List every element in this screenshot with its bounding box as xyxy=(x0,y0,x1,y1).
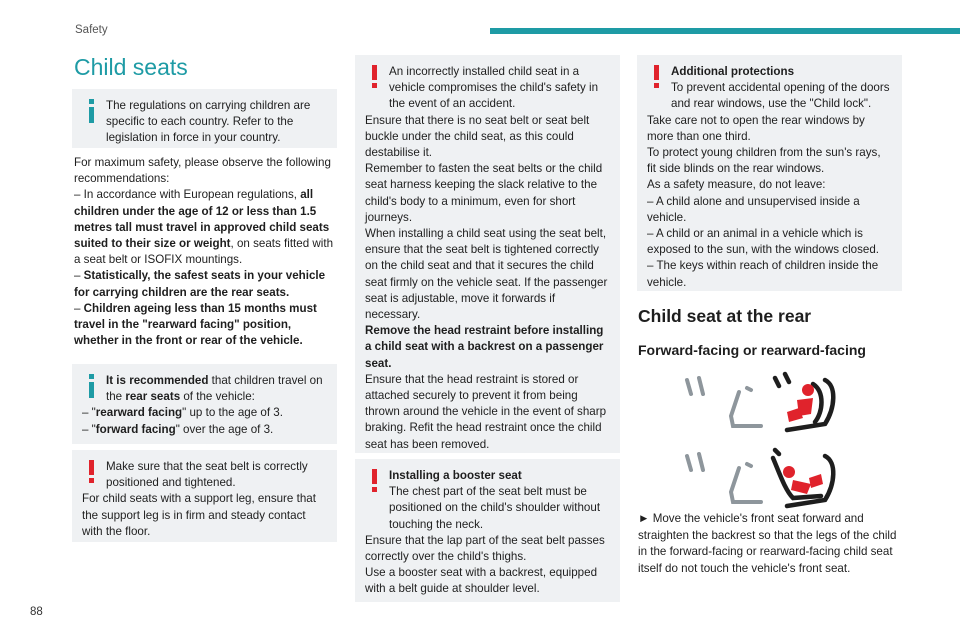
additional-list-1: – A child alone and unsupervised inside a vehicle. xyxy=(647,194,860,224)
intro-text: For maximum safety, please observe the following recommendations: xyxy=(74,156,331,186)
warning-box-seat-belt xyxy=(72,450,337,542)
section-title: Child seat at the rear xyxy=(638,306,812,326)
header-accent-bar xyxy=(490,28,960,34)
warning-box-installation xyxy=(355,55,620,453)
warning-icon xyxy=(369,467,381,497)
recommendation-1: – In accordance with European regulations, all children under the age of 12 or less than 1.5 metres tall must travel in approved child seats suited to their size or weight, on seats fitted with a seat belt or ISOFIX mountings. xyxy=(74,188,334,267)
additional-list-2: – A child or an animal in a vehicle which is exposed to the sun, with the windows closed. xyxy=(647,227,880,257)
info-forward-line: – "forward facing" over the age of 3. xyxy=(82,422,274,436)
booster-text-c: Use a booster seat with a backrest, equipped with a belt guide at shoulder level. xyxy=(365,566,598,596)
running-header: Safety xyxy=(75,24,108,36)
warning-installation-f: Ensure that the head restraint is stored or attached securely to prevent it from being thrown around the vehicle in the event of sharp braking. Refit the head restraint once the child seat has been removed. xyxy=(365,372,607,451)
warning-icon xyxy=(86,458,98,488)
info-box-rear-seats xyxy=(72,364,337,444)
rearward-facing-seat-diagram xyxy=(675,444,840,512)
info-rear-seats-text: It is recommended that children travel on the rear seats of the vehicle: xyxy=(106,374,323,404)
warning-installation-e: Remove the head restraint before installing a child seat with a backrest on a passenger seat. xyxy=(365,324,604,370)
warning-icon xyxy=(369,63,381,93)
info-text: The regulations on carrying children are specific to each country. Refer to the legislation in force in your country. xyxy=(106,99,311,145)
warning-box-additional xyxy=(637,55,902,291)
info-box-regulations xyxy=(72,89,337,148)
additional-text-a: To prevent accidental opening of the doors and rear windows, use the "Child lock". xyxy=(671,81,890,111)
recommendation-2: – Statistically, the safest seats in your vehicle for carrying children are the rear seats. xyxy=(74,269,326,299)
additional-text-b: Take care not to open the rear windows by more than one third. xyxy=(647,113,865,143)
warning-installation-c: Remember to fasten the seat belts or the child seat harness keeping the slack relative to the child's body to a minimum, even for short journeys. xyxy=(365,162,603,224)
warning-installation-b: Ensure that there is no seat belt or seat belt buckle under the child seat, as this could destabilise it. xyxy=(365,113,590,160)
recommendation-3: – Children ageing less than 15 months must travel in the "rearward facing" position, whether in the front or rear of the vehicle. xyxy=(74,301,317,348)
page-number: 88 xyxy=(30,606,43,618)
instruction-text: ► Move the vehicle's front seat forward and straighten the backrest so that the legs of the child in the forward-facing or rearward-facing child seat itself do not touch the vehicle's front seat. xyxy=(638,512,897,575)
booster-text-a: The chest part of the seat belt must be positioned on the child's shoulder without touching the neck. xyxy=(389,485,601,531)
additional-title: Additional protections xyxy=(671,65,795,78)
recommendations xyxy=(74,155,336,349)
booster-text-b: Ensure that the lap part of the seat belt passes correctly over the child's thighs. xyxy=(365,533,605,564)
additional-text-c: To protect young children from the sun's rays, fit side blinds on the rear windows. xyxy=(647,146,881,176)
additional-list-3: – The keys within reach of children inside the vehicle. xyxy=(647,259,879,289)
warning-icon xyxy=(651,63,663,93)
info-icon xyxy=(86,372,98,402)
booster-title: Installing a booster seat xyxy=(389,469,522,482)
info-icon xyxy=(86,97,98,127)
warning-installation-d: When installing a child seat using the seat belt, ensure that the seat belt is tightened correctly on the child seat and that it secures the child seat firmly on the vehicle seat. If the passenger seat is adjustable, move it forwards if necessary. xyxy=(365,227,608,322)
warning-support-leg-text: For child seats with a support leg, ensure that the support leg is in firm and steady contact with the floor. xyxy=(82,492,316,538)
warning-installation-a: An incorrectly installed child seat in a vehicle compromises the child's safety in the event of an accident. xyxy=(389,65,599,111)
warning-box-booster xyxy=(355,459,620,602)
child-seat-rearward-icon xyxy=(773,450,833,506)
additional-text-d: As a safety measure, do not leave: xyxy=(647,178,826,192)
warning-text: Make sure that the seat belt is correctly positioned and tightened. xyxy=(106,460,308,490)
subsection-title: Forward-facing or rearward-facing xyxy=(638,342,866,358)
page-title: Child seats xyxy=(74,54,188,80)
forward-facing-seat-diagram xyxy=(675,368,840,436)
info-rearward-line: – "rearward facing" up to the age of 3. xyxy=(82,406,283,420)
